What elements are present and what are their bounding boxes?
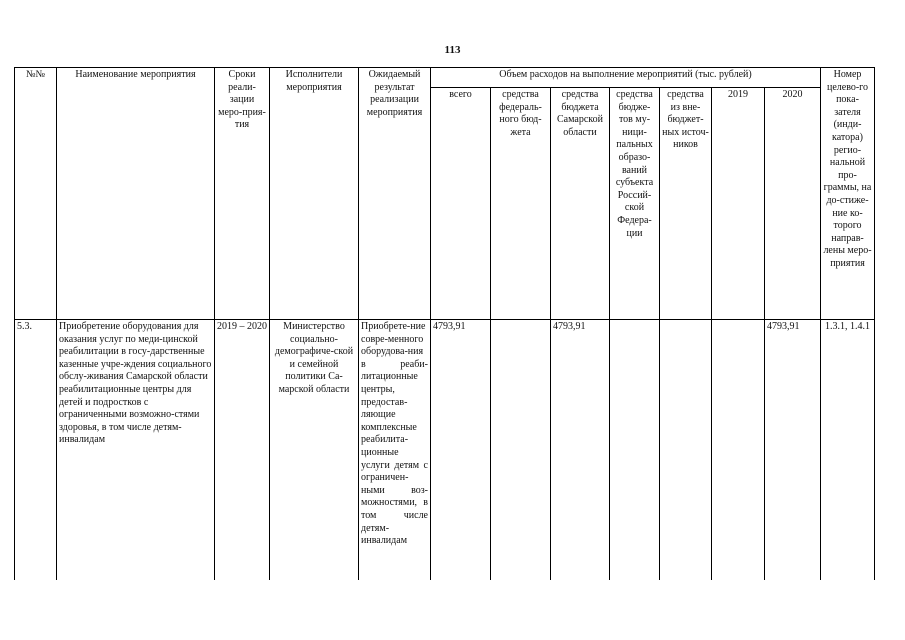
- header-total: всего: [431, 88, 491, 320]
- header-2020: 2020: [765, 88, 821, 320]
- row-result: Приобрете-ние совре-менного оборудова-ния в реаби-литационные центры, предостав-ляющие комплексные реабилита-ционные услуги детям с ограничен-ными воз-можностями, в том числе детям-инвалидам: [359, 320, 431, 580]
- header-municipal: средства бюдже-тов му-ници-пальных образо-ваний субъекта Россий-ской Федера-ции: [610, 88, 660, 320]
- header-result: Ожидаемый результат реализации мероприятия: [359, 68, 431, 320]
- header-terms: Сроки реали-зации меро-прия-тия: [215, 68, 270, 320]
- header-expenses-group: Объем расходов на выполнение мероприятий (тыс. рублей): [431, 68, 821, 88]
- header-regional: средства бюджета Самарской области: [551, 88, 610, 320]
- header-row-1: [15, 68, 875, 88]
- table-row: [15, 320, 875, 580]
- page-number: 113: [444, 44, 461, 56]
- row-name: Приобретение оборудования для оказания услуг по меди-цинской реабилитации в госу-дарственные казенные учре-ждения социального обслу-живания Самарской области реабилитационные центры для детей и подростков с ограниченными возможно-стями здоровья, в том числе детям-инвалидам: [57, 320, 215, 580]
- row-indicator: 1.3.1, 1.4.1: [821, 320, 875, 580]
- header-num: №№: [15, 68, 57, 320]
- expenses-table-wrapper: [14, 67, 875, 580]
- header-executors: Исполнители мероприятия: [270, 68, 359, 320]
- row-num: 5.3.: [15, 320, 57, 580]
- row-total: 4793,91: [431, 320, 491, 580]
- header-2019: 2019: [712, 88, 765, 320]
- row-2020: 4793,91: [765, 320, 821, 580]
- row-extrabudget: [660, 320, 712, 580]
- header-extrabudget: средства из вне-бюджет-ных источ-ников: [660, 88, 712, 320]
- row-executors: Министерство социально-демографиче-ской и семейной политики Са-марской области: [270, 320, 359, 580]
- row-federal: [491, 320, 551, 580]
- header-federal: средства федераль-ного бюд-жета: [491, 88, 551, 320]
- row-regional: 4793,91: [551, 320, 610, 580]
- header-name: Наименование мероприятия: [57, 68, 215, 320]
- header-indicator: Номер целево-го пока-зателя (инди-катора) регио-нальной про-граммы, на до-стиже-ние ко-торого направ-лены меро-приятия: [821, 68, 875, 320]
- row-municipal: [610, 320, 660, 580]
- expenses-table: [14, 67, 875, 580]
- row-2019: [712, 320, 765, 580]
- row-terms: 2019 – 2020: [215, 320, 270, 580]
